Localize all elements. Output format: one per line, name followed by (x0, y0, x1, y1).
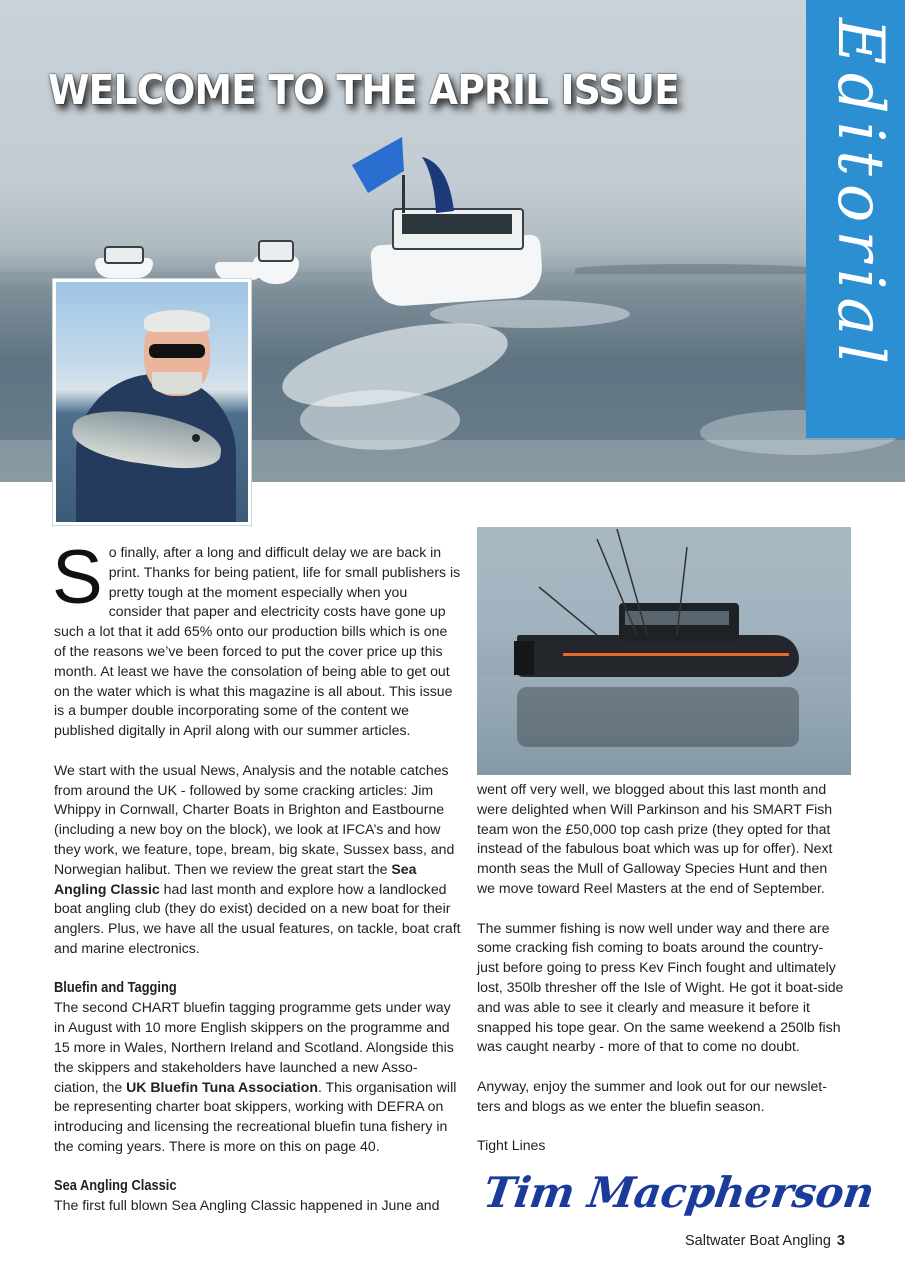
fishing-boat-photo (477, 527, 851, 775)
hair (144, 310, 210, 332)
bold-text: UK Bluefin Tuna Association (126, 1078, 318, 1095)
right-column (477, 780, 849, 1156)
paragraph-4: The first full blown Sea Angling Classic happened in June and (54, 1197, 440, 1214)
blue-flag (350, 135, 406, 195)
distant-boat-cabin (258, 240, 294, 262)
fishing-rods (537, 527, 757, 637)
page-headline: WELCOME TO THE APRIL ISSUE (48, 66, 679, 114)
page-footer (685, 1233, 845, 1249)
sunglasses (149, 344, 205, 358)
heading-classic: Sea Angling Classic (54, 1177, 177, 1194)
intro-paragraph (52, 535, 462, 741)
boat-reflection (517, 687, 799, 747)
drop-cap: S (52, 535, 103, 620)
spray (430, 300, 630, 328)
paragraph-text: had last month and explore how a landlocked boat angling club (they do exist) decided on a new boat for their anglers. Plus, we have all the usual features, on tackle, boat craft and marine electronics. (54, 880, 461, 956)
intro-text: o finally, after a long and difficult delay we are back in print. Thanks for being patient, life for small publishers is pretty tough at the moment especially when you consider that paper and electricity costs have gone up such a lot that it add 65% onto our production bills which is one of the reasons we’ve been forced to put the cover price up this month. At least we have the consolation of being able to get out on the water which is what this magazine is all about. This issue is a bumper double incorporating some of the content we published digitally in April along with our summer articles. (54, 544, 461, 739)
publication-name: Saltwater Boat Angling (685, 1233, 831, 1249)
hull-stripe (563, 653, 789, 656)
outboard-engine (514, 641, 534, 675)
paragraph-3 (54, 998, 462, 1156)
distant-boat-cabin (104, 246, 144, 264)
paragraph-2 (54, 761, 462, 959)
paragraph-text: . This organisation will be representing charter boat skippers, working with DEFRA on introducing and licensing the recreational bluefin tuna fishery in the coming years. There is more on this on page 40. (54, 1078, 457, 1154)
bold-text: Sea Angling Classic (54, 860, 417, 897)
paragraph-text: The second CHART bluefin tagging programme gets under way in August with 10 more English skippers on the programme and 15 more in Wales, Northern Ireland and Scotland. Alongside this the skippers and stakeholders have launched a new Asso-ciation, the (54, 999, 454, 1095)
page-number: 3 (836, 1233, 845, 1249)
distant-land (575, 264, 815, 274)
cabin-windows (402, 214, 512, 234)
heading-bluefin: Bluefin and Tagging (54, 979, 177, 996)
left-column (52, 535, 462, 1216)
section-tab-label: Editorial (823, 18, 897, 373)
boat-hull-dark (517, 635, 799, 677)
right-paragraph-2: The summer fishing is now well under way and there are some cracking fish coming to boats around the country- just before going to press Kev Finch fought and ultimately lost, 350lb thresher off the Isle of Wight. He got it boat-side and was able to see it clearly and measure it before it snapped his tope gear. On the same weekend a 250lb fish was caught nearby - more of that to come no doubt. (477, 919, 844, 1055)
beard (152, 372, 202, 394)
right-paragraph-3: Anyway, enjoy the summer and look out for our newslet-ters and blogs as we enter the bluefin season. (477, 1077, 827, 1114)
section-tab (806, 0, 905, 438)
right-paragraph-1: went off very well, we blogged about this last month and were delighted when Will Parkinson and his SMART Fish team won the £50,000 top cash prize (they opted for that instead of the fabulous boat which was up for offer). Next month seas the Mull of Galloway Species Hunt and then we move toward Reel Masters at the end of September. (477, 781, 833, 896)
signature: Tim Macpherson (480, 1168, 877, 1217)
paragraph-text: We start with the usual News, Analysis and the notable catches from around the UK - followed by some cracking articles: Jim Whippy in Cornwall, Charter Boats in Brighton and Eastbourne (including a new boy on the block), we look at IFCA’s and how they work, we feature, tope, bream, big skate, Sussex bass, and Norwegian halibut. Then we review the great start the (54, 761, 455, 877)
sign-off: Tight Lines (477, 1137, 546, 1154)
author-portrait (53, 279, 251, 525)
fish-eye (192, 434, 200, 442)
banner-flag (418, 155, 458, 215)
